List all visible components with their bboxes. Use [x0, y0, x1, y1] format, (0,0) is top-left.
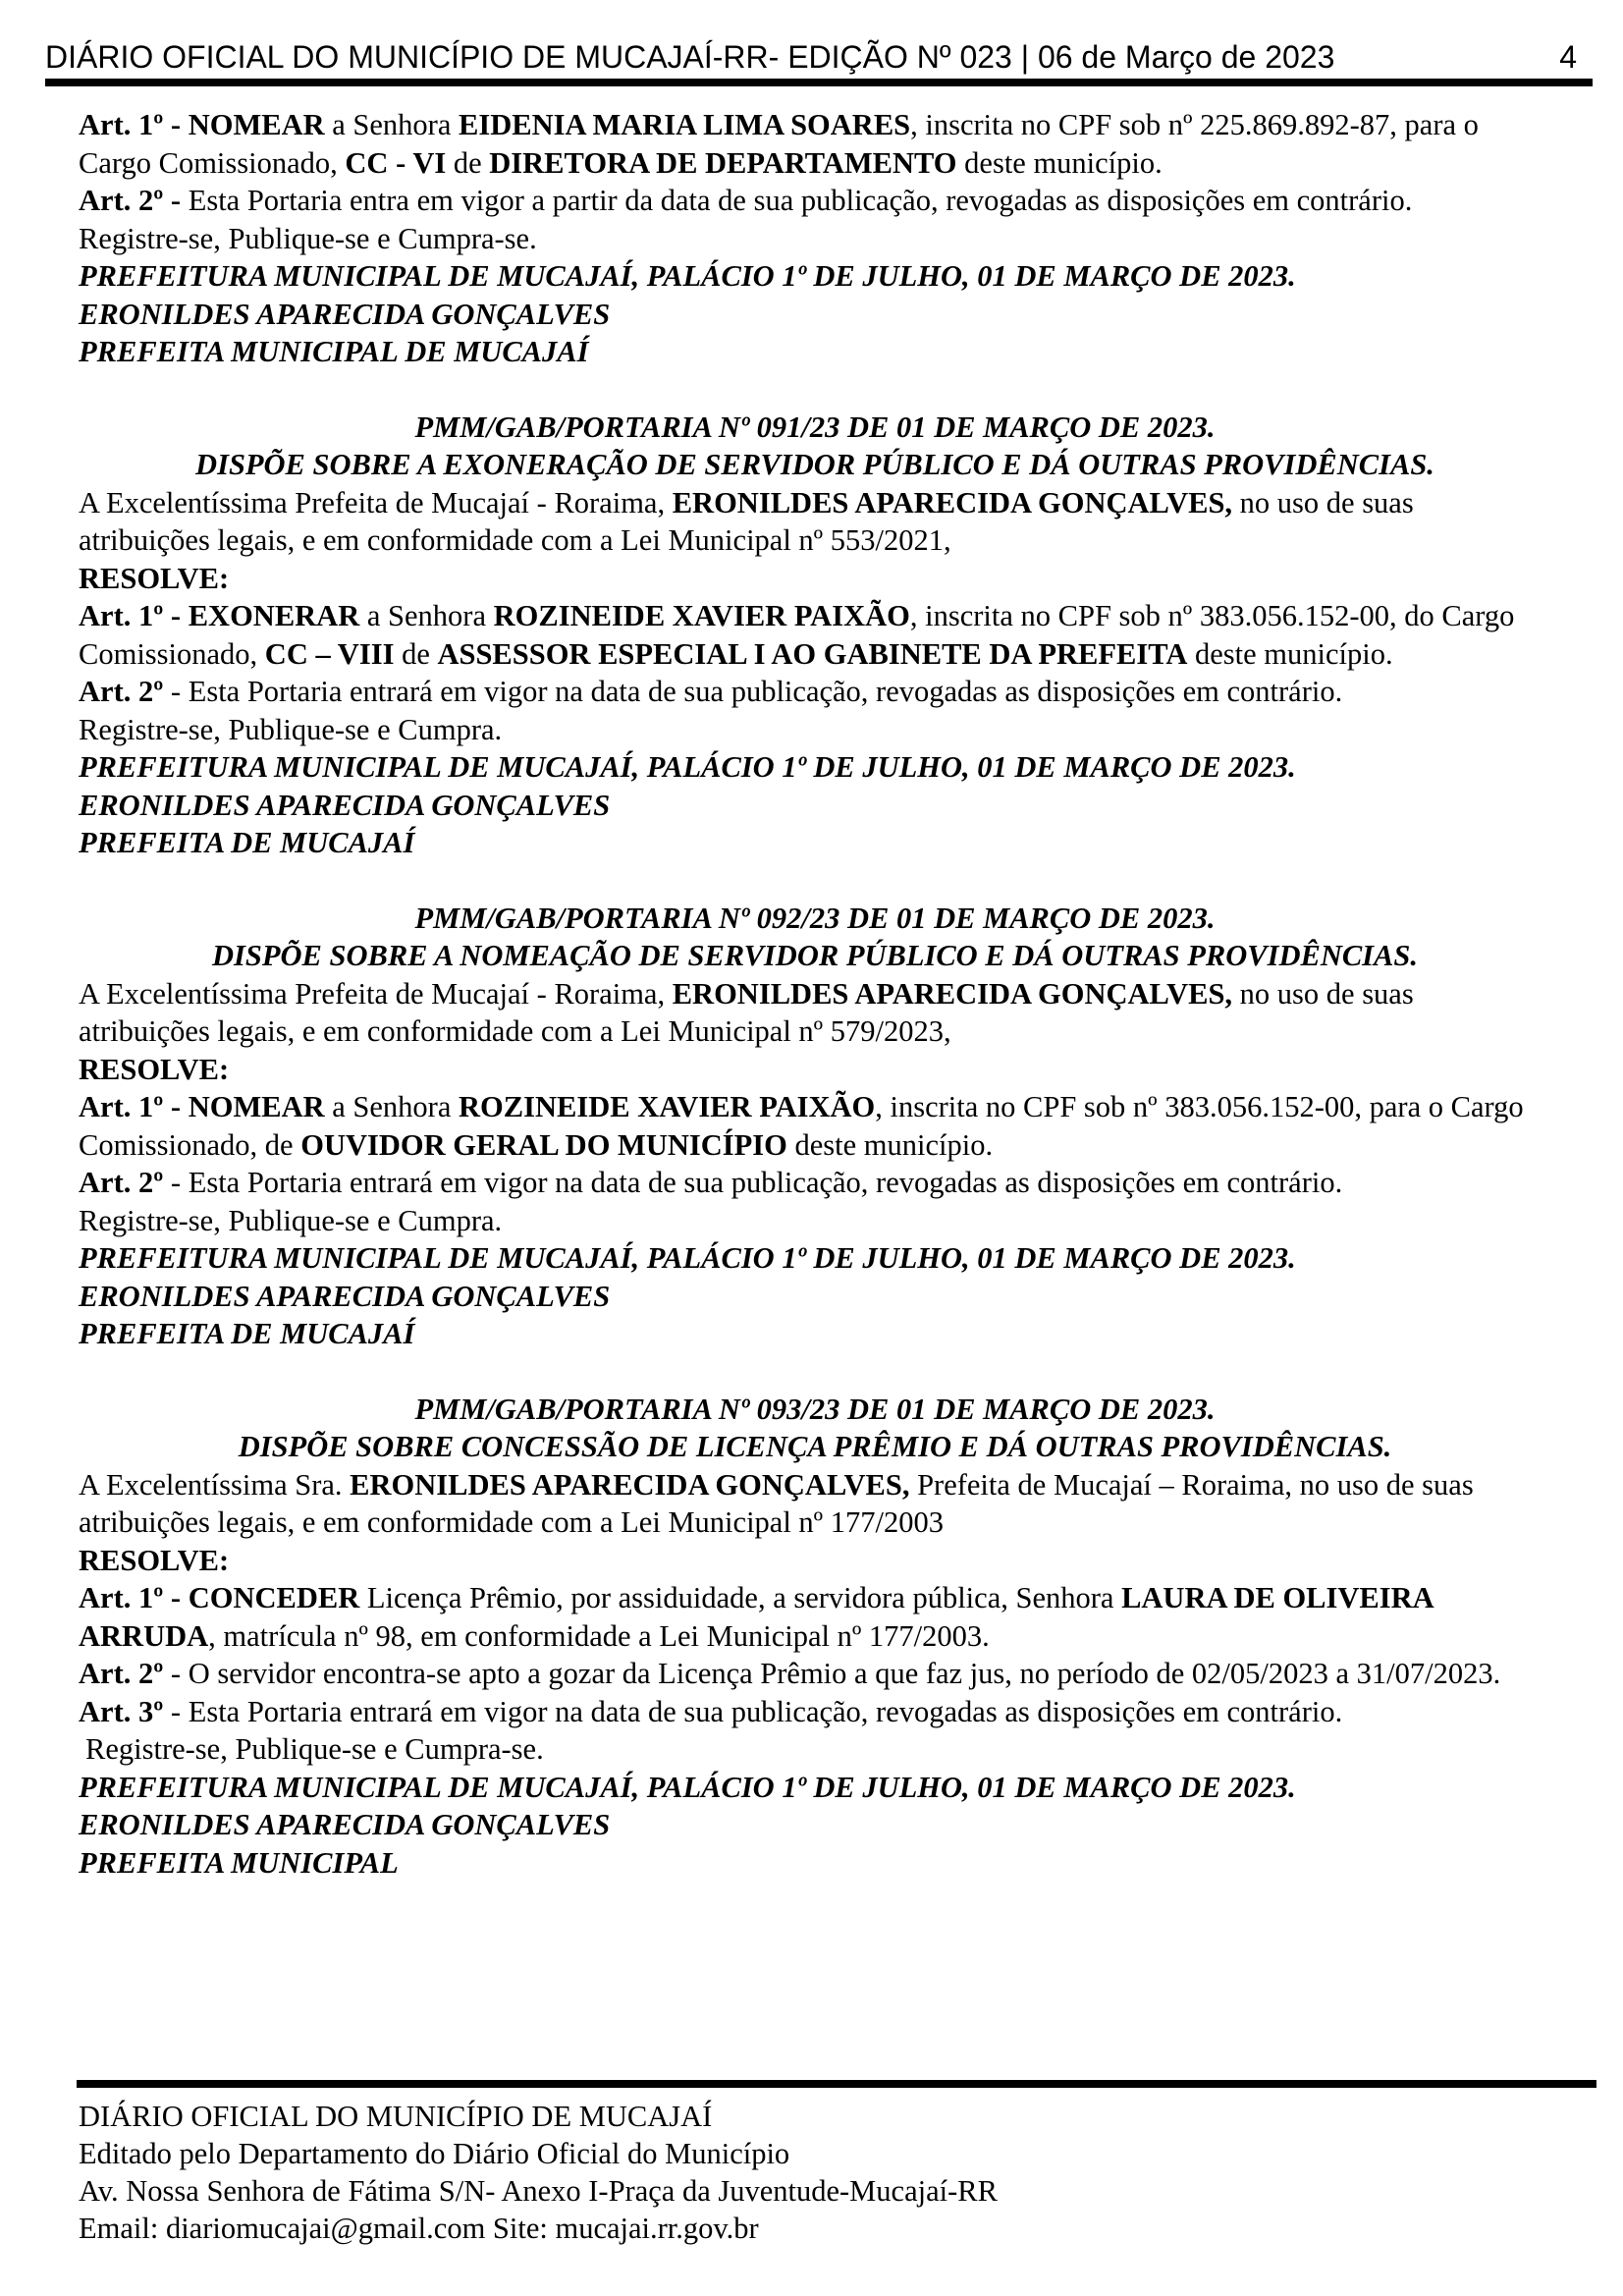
signature-name: ERONILDES APARECIDA GONÇALVES — [79, 297, 611, 331]
article-1: Art. 1º - CONCEDER Licença Prêmio, por assiduidade, a servidora pública, Senhora LAURA DE OLIVEIRA ARRUDA, matrícula nº 98, em conformidade a Lei Municipal nº 177/2003. — [79, 1581, 1433, 1653]
portaria-subtitle: DISPÕE SOBRE A NOMEAÇÃO DE SERVIDOR PÚBLICO E DÁ OUTRAS PROVIDÊNCIAS. — [212, 939, 1418, 972]
signature-place-date: PREFEITURA MUNICIPAL DE MUCAJAÍ, PALÁCIO 1º DE JULHO, 01 DE MARÇO DE 2023. — [79, 1241, 1296, 1275]
signature-place-date: PREFEITURA MUNICIPAL DE MUCAJAÍ, PALÁCIO 1º DE JULHO, 01 DE MARÇO DE 2023. — [79, 750, 1296, 784]
registre-line: Registre-se, Publique-se e Cumpra. — [79, 1203, 503, 1237]
signature-role: PREFEITA DE MUCAJAÍ — [79, 826, 415, 859]
signature-place-date: PREFEITURA MUNICIPAL DE MUCAJAÍ, PALÁCIO 1º DE JULHO, 01 DE MARÇO DE 2023. — [79, 259, 1296, 293]
registre-line: Registre-se, Publique-se e Cumpra. — [79, 712, 503, 746]
page-footer — [79, 2098, 998, 2247]
signature-name: ERONILDES APARECIDA GONÇALVES — [79, 1279, 611, 1313]
portaria-title: PMM/GAB/PORTARIA Nº 092/23 DE 01 DE MARÇO DE 2023. — [414, 901, 1216, 935]
portaria-093 — [79, 1391, 1551, 1883]
header-title: DIÁRIO OFICIAL DO MUNICÍPIO DE MUCAJAÍ-RR- EDIÇÃO Nº 023 | 06 de Março de 2023 — [45, 39, 1335, 75]
article-3: Art. 3º - Esta Portaria entrará em vigor na data de sua publicação, revogadas as disposições em contrário. — [79, 1694, 1343, 1728]
portaria-continuation — [79, 106, 1551, 371]
signature-role: PREFEITA MUNICIPAL DE MUCAJAÍ — [79, 335, 589, 368]
registre-line: Registre-se, Publique-se e Cumpra-se. — [79, 221, 537, 255]
article-2: Art. 2º - Esta Portaria entrará em vigor na data de sua publicação, revogadas as disposições em contrário. — [79, 675, 1343, 708]
portaria-title: PMM/GAB/PORTARIA Nº 093/23 DE 01 DE MARÇO DE 2023. — [414, 1392, 1216, 1426]
footer-address: Av. Nossa Senhora de Fátima S/N- Anexo I-Praça da Juventude-Mucajaí-RR — [79, 2174, 998, 2208]
portaria-intro: A Excelentíssima Sra. ERONILDES APARECIDA GONÇALVES, Prefeita de Mucajaí – Roraima, no uso de suas atribuições legais, e em conformidade com a Lei Municipal nº 177/2003 — [79, 1467, 1474, 1539]
article-1: Art. 1º - EXONERAR a Senhora ROZINEIDE XAVIER PAIXÃO, inscrita no CPF sob nº 383.056.152-00, do Cargo Comissionado, CC – VIII de ASSESSOR ESPECIAL I AO GABINETE DA PREFEITA deste município. — [79, 599, 1515, 671]
article-1: Art. 1º - NOMEAR a Senhora ROZINEIDE XAVIER PAIXÃO, inscrita no CPF sob nº 383.056.152-00, para o Cargo Comissionado, de OUVIDOR GERAL DO MUNICÍPIO deste município. — [79, 1090, 1524, 1162]
footer-publication: DIÁRIO OFICIAL DO MUNICÍPIO DE MUCAJAÍ — [79, 2100, 713, 2133]
footer-contact: Email: diariomucajai@gmail.com Site: mucajai.rr.gov.br — [79, 2212, 759, 2245]
resolve-heading: RESOLVE: — [79, 1543, 230, 1577]
page-header — [45, 33, 1593, 86]
article-2: Art. 2º - O servidor encontra-se apto a gozar da Licença Prêmio a que faz jus, no período de 02/05/2023 a 31/07/2023. — [79, 1657, 1501, 1690]
footer-editor: Editado pelo Departamento do Diário Oficial do Município — [79, 2137, 790, 2170]
portaria-091 — [79, 409, 1551, 862]
portaria-092 — [79, 900, 1551, 1353]
registre-line: Registre-se, Publique-se e Cumpra-se. — [85, 1732, 544, 1766]
signature-role: PREFEITA DE MUCAJAÍ — [79, 1317, 415, 1350]
article-1: Art. 1º - NOMEAR a Senhora EIDENIA MARIA LIMA SOARES, inscrita no CPF sob nº 225.869.892-87, para o Cargo Comissionado, CC - VI de DIRETORA DE DEPARTAMENTO deste município. — [79, 108, 1479, 180]
signature-name: ERONILDES APARECIDA GONÇALVES — [79, 1808, 611, 1841]
signature-role: PREFEITA MUNICIPAL — [79, 1845, 399, 1880]
page-number: 4 — [1559, 39, 1577, 75]
article-2: Art. 2º - Esta Portaria entrará em vigor na data de sua publicação, revogadas as disposições em contrário. — [79, 1166, 1343, 1199]
portaria-subtitle: DISPÕE SOBRE A EXONERAÇÃO DE SERVIDOR PÚBLICO E DÁ OUTRAS PROVIDÊNCIAS. — [195, 448, 1434, 481]
portaria-subtitle: DISPÕE SOBRE CONCESSÃO DE LICENÇA PRÊMIO E DÁ OUTRAS PROVIDÊNCIAS. — [238, 1430, 1392, 1463]
footer-divider — [77, 2080, 1596, 2088]
document-body — [79, 106, 1551, 1919]
signature-name: ERONILDES APARECIDA GONÇALVES — [79, 788, 611, 822]
portaria-intro: A Excelentíssima Prefeita de Mucajaí - Roraima, ERONILDES APARECIDA GONÇALVES, no uso de suas atribuições legais, e em conformidade com a Lei Municipal nº 579/2023, — [79, 976, 1414, 1048]
portaria-title: PMM/GAB/PORTARIA Nº 091/23 DE 01 DE MARÇO DE 2023. — [414, 410, 1216, 444]
resolve-heading: RESOLVE: — [79, 1052, 230, 1086]
article-2: Art. 2º - Esta Portaria entra em vigor a partir da data de sua publicação, revogadas as disposições em contrário. — [79, 184, 1413, 217]
resolve-heading: RESOLVE: — [79, 561, 230, 595]
signature-place-date: PREFEITURA MUNICIPAL DE MUCAJAÍ, PALÁCIO 1º DE JULHO, 01 DE MARÇO DE 2023. — [79, 1770, 1296, 1804]
portaria-intro: A Excelentíssima Prefeita de Mucajaí - Roraima, ERONILDES APARECIDA GONÇALVES, no uso de suas atribuições legais, e em conformidade com a Lei Municipal nº 553/2021, — [79, 485, 1414, 557]
